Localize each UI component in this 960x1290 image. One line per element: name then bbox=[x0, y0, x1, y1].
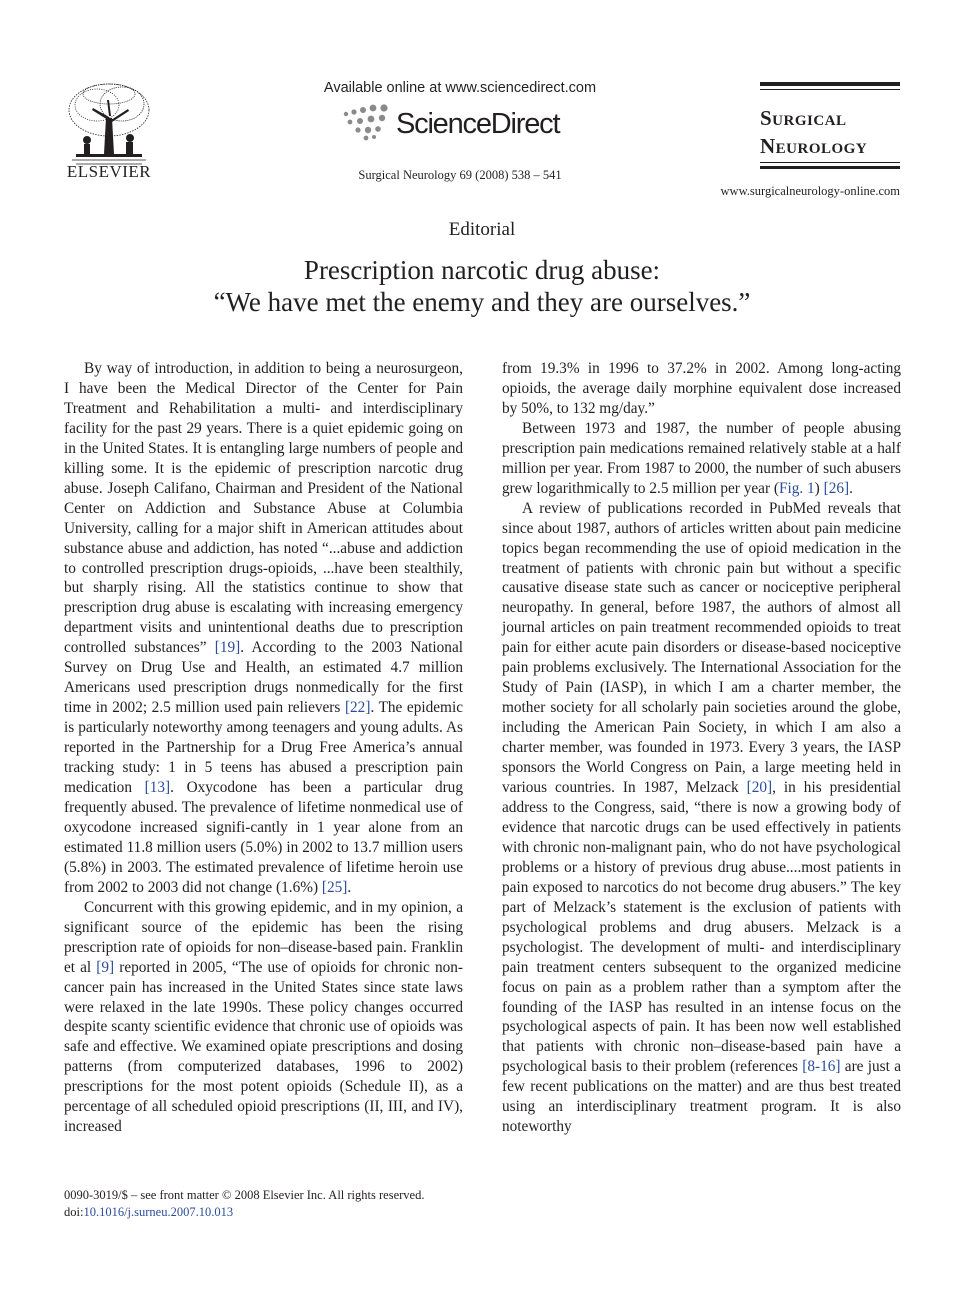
text-run: . bbox=[849, 479, 853, 497]
text-run: . bbox=[347, 878, 352, 896]
text-run: ) bbox=[814, 479, 824, 497]
paragraph bbox=[502, 419, 901, 499]
doi-link[interactable]: 10.1016/j.surneu.2007.10.013 bbox=[83, 1205, 234, 1219]
text-run: By way of introduction, in addition to being a neurosurgeon, I have been the Medical Director of the Center for Pain Treatment and Rehabilitation a multi- and interdisciplinary facility for the past 29 years. There is a quiet epidemic going on in the United States. It is entangling large numbers of people and killing some. It is the epidemic of prescription narcotic drug abuse. Joseph Califano, Chairman and President of the National Center on Addiction and Substance Abuse at Columbia University, calling for a major shift in American attitudes about substance abuse and addiction, has noted “...abuse and addiction to controlled prescription drugs-opioids, ...have been stealthily, but sharply rising. All the statistics continue to show that prescription drug abuse is escalating with increasing emergency department visits and unintentional deaths due to prescription controlled substances” bbox=[64, 360, 463, 657]
journal-rule-bottom-thick bbox=[760, 166, 900, 169]
available-online-text: Available online at www.sciencedirect.com bbox=[323, 80, 597, 96]
journal-url[interactable]: www.surgicalneurology-online.com bbox=[720, 184, 900, 198]
publisher-name: ELSEVIER bbox=[66, 162, 152, 181]
journal-title bbox=[760, 104, 910, 160]
text-run: . According to the 2003 National Survey on Drug Use and Health, an estimated 4.7 million Americans used prescription drugs nonmedically for the first time in 2002; 2.5 million used pain relievers bbox=[64, 639, 463, 717]
reference-link[interactable]: [22] bbox=[344, 699, 371, 717]
journal-rule-top-thin bbox=[760, 89, 900, 90]
text-run: . Oxycodone has been a particular drug frequently abused. The prevalence of lifetime nonmedical use of oxycodone increased signifi-cantly in 1 year alone from an estimated 11.8 million users (5.0%) in 2002 to 13.7 million users (5.8%) in 2003. The estimated prevalence of lifetime heroin use from 2002 to 2003 did not change (1.6%) bbox=[64, 779, 463, 896]
journal-rule-bottom-thin bbox=[760, 162, 900, 163]
doi-line bbox=[64, 1204, 484, 1221]
paragraph bbox=[64, 898, 463, 1137]
doi-label: doi: bbox=[64, 1205, 84, 1219]
journal-citation: Surgical Neurology 69 (2008) 538 – 541 bbox=[358, 168, 562, 182]
journal-rule-top-thick bbox=[760, 82, 900, 86]
article-title bbox=[0, 254, 960, 318]
paragraph bbox=[502, 499, 901, 1138]
reference-link[interactable]: [26] bbox=[823, 479, 850, 497]
article-title-line2: “We have met the enemy and they are ourselves.” bbox=[213, 287, 751, 317]
sciencedirect-dots-icon bbox=[340, 102, 396, 142]
text-run: reported in 2005, “The use of opioids for chronic non-cancer pain has increased in the United States since state laws were relaxed in the late 1990s. These policy changes occurred despite scanty scientific evidence that chronic use of opioids was safe and effective. We examined opiate prescriptions and dosing patterns (from computerized databases, 1996 to 2002) prescriptions for the most potent opioids (Schedule II), as a percentage of all scheduled opioid prescriptions (II, III, and IV), increased bbox=[64, 958, 463, 1136]
journal-title-line1: Surgical bbox=[760, 106, 847, 130]
reference-link[interactable]: [8-16] bbox=[802, 1058, 841, 1076]
sciencedirect-wordmark: ScienceDirect bbox=[396, 108, 560, 140]
footer bbox=[64, 1187, 484, 1221]
reference-link[interactable]: [25] bbox=[321, 878, 348, 896]
text-run: , in his presidential address to the Congress, said, “there is now a growing body of evidence that narcotic drugs can be used effectively in patients with chronic non-malignant pain, who do not have psychological problems or a history of previous drug abuse....most patients in pain exposed to narcotics do not become drug abusers.” The key part of Melzack’s statement is the exclusion of patients with psychological problems and drug abusers. Melzack is a psychologist. The development of multi- and interdisciplinary pain treatment centers subsequent to the organized medicine focus on pain as a problem rather than a symptom after the founding of the IASP has resulted in an intense focus on the psychological aspects of pain. It has been now well established that patients with chronic non–disease-based pain have a psychological basis to their problem (references bbox=[502, 779, 901, 1076]
reference-link[interactable]: [13] bbox=[144, 779, 171, 797]
issn-line: 0090-3019/$ – see front matter © 2008 Elsevier Inc. All rights reserved. bbox=[64, 1188, 425, 1202]
text-run: A review of publications recorded in PubMed reveals that since about 1987, authors of articles written about pain medicine topics began recommending the use of opioid medication in the treatment of patients with chronic pain but without a specific causative disease state such as cancer or nociceptive peripheral neuropathy. In general, before 1987, the authors of almost all journal articles on pain treatment recommended opioids to treat pain for either acute pain disorders or disease-based nociceptive pain problems exclusively. The International Association for the Study of Pain (IASP), in which I am a charter member, the mother society for all scholarly pain societies around the globe, including the American Pain Society, in which I am also a charter member, was founded in 1973. Every 3 years, the IASP sponsors the World Congress on Pain, a large meeting held in various countries. In 1987, Melzack bbox=[502, 499, 901, 797]
text-run: Between 1973 and 1987, the number of people abusing prescription pain medications remained relatively stable at a half million per year. From 1987 to 2000, the number of such abusers grew logarithmically to 2.5 million per year ( bbox=[502, 419, 901, 497]
figure-link[interactable]: Fig. 1 bbox=[778, 479, 815, 497]
body-column-left bbox=[64, 359, 463, 1137]
elsevier-tree-logo bbox=[62, 80, 156, 168]
reference-link[interactable]: [9] bbox=[96, 958, 115, 976]
body-column-right bbox=[502, 359, 901, 1137]
paragraph bbox=[64, 359, 463, 898]
article-title-line1: Prescription narcotic drug abuse: bbox=[303, 255, 661, 285]
paragraph-continued: from 19.3% in 1996 to 37.2% in 2002. Among long-acting opioids, the average daily morphine equivalent dose increased by 50%, to 132 mg/day.” bbox=[502, 360, 901, 417]
reference-link[interactable]: [19] bbox=[214, 639, 241, 657]
text-run: Concurrent with this growing epidemic, and in my opinion, a significant source of the epidemic has been the rising prescription rate of opioids for non–disease-based pain. Franklin et al bbox=[64, 898, 463, 976]
reference-link[interactable]: [20] bbox=[746, 779, 773, 797]
text-run: . The epidemic is particularly noteworthy among teenagers and young adults. As reported in the Partnership for a Drug Free America’s annual tracking study: 1 in 5 teens has abused a prescription pain medication bbox=[64, 699, 463, 797]
journal-title-line2: Neurology bbox=[760, 134, 868, 158]
text-run: are just a few recent publications on the matter) and are thus best treated using an interdisciplinary treatment program. It is also noteworthy bbox=[502, 1058, 901, 1136]
article-type: Editorial bbox=[448, 219, 516, 240]
